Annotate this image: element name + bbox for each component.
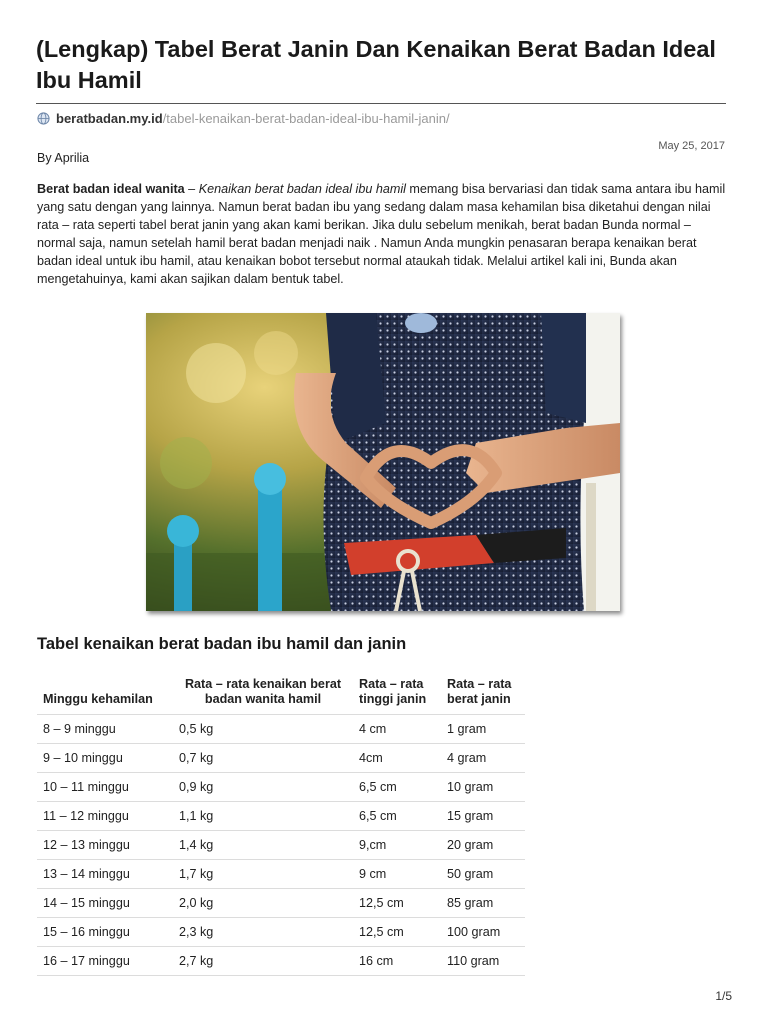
cell-fetus-height: 12,5 cm: [353, 918, 441, 947]
intro-dash: –: [184, 182, 199, 196]
table-row: [37, 947, 525, 976]
cell-fetus-weight: 15 gram: [441, 802, 525, 831]
table-body: [37, 715, 525, 976]
col-header-fetus-weight: Rata – rata berat janin: [441, 672, 525, 715]
cell-fetus-height: 4cm: [353, 744, 441, 773]
author-byline: By Aprilia: [37, 151, 90, 165]
cell-fetus-height: 12,5 cm: [353, 889, 441, 918]
intro-body-text: memang bisa bervariasi dan tidak sama antara ibu hamil yang satu dengan yang lainnya. Namun berat badan ibu yang sedang dalam masa kehamilan bisa diketahui dengan nilai rata – rata seperti tabel berat janin yang akan kami berikan. Jika dulu sebelum menikah, berat badan Bunda normal – normal saja, namun setelah hamil berat badan menjadi naik . Namun Anda mungkin penasaran berapa kenaikan berat badan ideal untuk ibu hamil, atau kenaikan bobot tersebut normal ataukah tidak. Melalui artikel kali ini, Bunda akan mengetahuinya, kami akan sajikan dalam bentuk tabel.: [37, 182, 726, 287]
weight-table: [37, 672, 525, 976]
cell-fetus-height: 9 cm: [353, 860, 441, 889]
table-row: [37, 802, 525, 831]
table-heading: Tabel kenaikan berat badan ibu hamil dan janin: [37, 635, 407, 653]
cell-fetus-weight: 50 gram: [441, 860, 525, 889]
cell-fetus-weight: 4 gram: [441, 744, 525, 773]
col-header-fetus-height: Rata – rata tinggi janin: [353, 672, 441, 715]
cell-mother-weight: 1,7 kg: [173, 860, 353, 889]
table-row: [37, 773, 525, 802]
intro-paragraph: [37, 180, 731, 289]
cell-fetus-height: 6,5 cm: [353, 802, 441, 831]
source-line: [37, 111, 450, 126]
title-divider: [36, 103, 726, 104]
cell-fetus-height: 16 cm: [353, 947, 441, 976]
publish-date: May 25, 2017: [658, 140, 725, 152]
col-header-week: Minggu kehamilan: [37, 672, 173, 715]
cell-fetus-weight: 20 gram: [441, 831, 525, 860]
table-row: [37, 889, 525, 918]
cell-week: 8 – 9 minggu: [37, 715, 173, 744]
col-header-mother-weight: Rata – rata kenaikan berat badan wanita hamil: [173, 672, 353, 715]
table-row: [37, 860, 525, 889]
table-row: [37, 918, 525, 947]
page-number: 1/5: [715, 989, 732, 1003]
intro-italic-keyword: Kenaikan berat badan ideal ibu hamil: [198, 182, 406, 196]
cell-fetus-height: 6,5 cm: [353, 773, 441, 802]
table-row: [37, 831, 525, 860]
cell-fetus-weight: 85 gram: [441, 889, 525, 918]
cell-fetus-height: 4 cm: [353, 715, 441, 744]
cell-week: 12 – 13 minggu: [37, 831, 173, 860]
cell-week: 13 – 14 minggu: [37, 860, 173, 889]
cell-fetus-weight: 1 gram: [441, 715, 525, 744]
cell-fetus-height: 9,cm: [353, 831, 441, 860]
cell-fetus-weight: 110 gram: [441, 947, 525, 976]
cell-mother-weight: 2,3 kg: [173, 918, 353, 947]
cell-week: 11 – 12 minggu: [37, 802, 173, 831]
cell-mother-weight: 0,9 kg: [173, 773, 353, 802]
cell-week: 15 – 16 minggu: [37, 918, 173, 947]
pregnant-woman-photo: [146, 313, 620, 611]
cell-week: 10 – 11 minggu: [37, 773, 173, 802]
cell-mother-weight: 1,4 kg: [173, 831, 353, 860]
globe-icon: [37, 112, 50, 125]
article-title: (Lengkap) Tabel Berat Janin Dan Kenaikan Berat Badan Ideal Ibu Hamil: [36, 36, 716, 93]
cell-week: 14 – 15 minggu: [37, 889, 173, 918]
cell-mother-weight: 2,7 kg: [173, 947, 353, 976]
table-row: [37, 715, 525, 744]
photo-illustration: [146, 313, 620, 611]
cell-week: 9 – 10 minggu: [37, 744, 173, 773]
cell-week: 16 – 17 minggu: [37, 947, 173, 976]
intro-bold-keyword: Berat badan ideal wanita: [37, 182, 185, 196]
cell-mother-weight: 2,0 kg: [173, 889, 353, 918]
cell-mother-weight: 0,5 kg: [173, 715, 353, 744]
cell-mother-weight: 1,1 kg: [173, 802, 353, 831]
source-path-link[interactable]: /tabel-kenaikan-berat-badan-ideal-ibu-hamil-janin/: [162, 111, 450, 126]
table-row: [37, 744, 525, 773]
cell-fetus-weight: 100 gram: [441, 918, 525, 947]
source-domain-link[interactable]: beratbadan.my.id: [56, 111, 163, 126]
cell-mother-weight: 0,7 kg: [173, 744, 353, 773]
cell-fetus-weight: 10 gram: [441, 773, 525, 802]
table-header-row: [37, 672, 525, 715]
